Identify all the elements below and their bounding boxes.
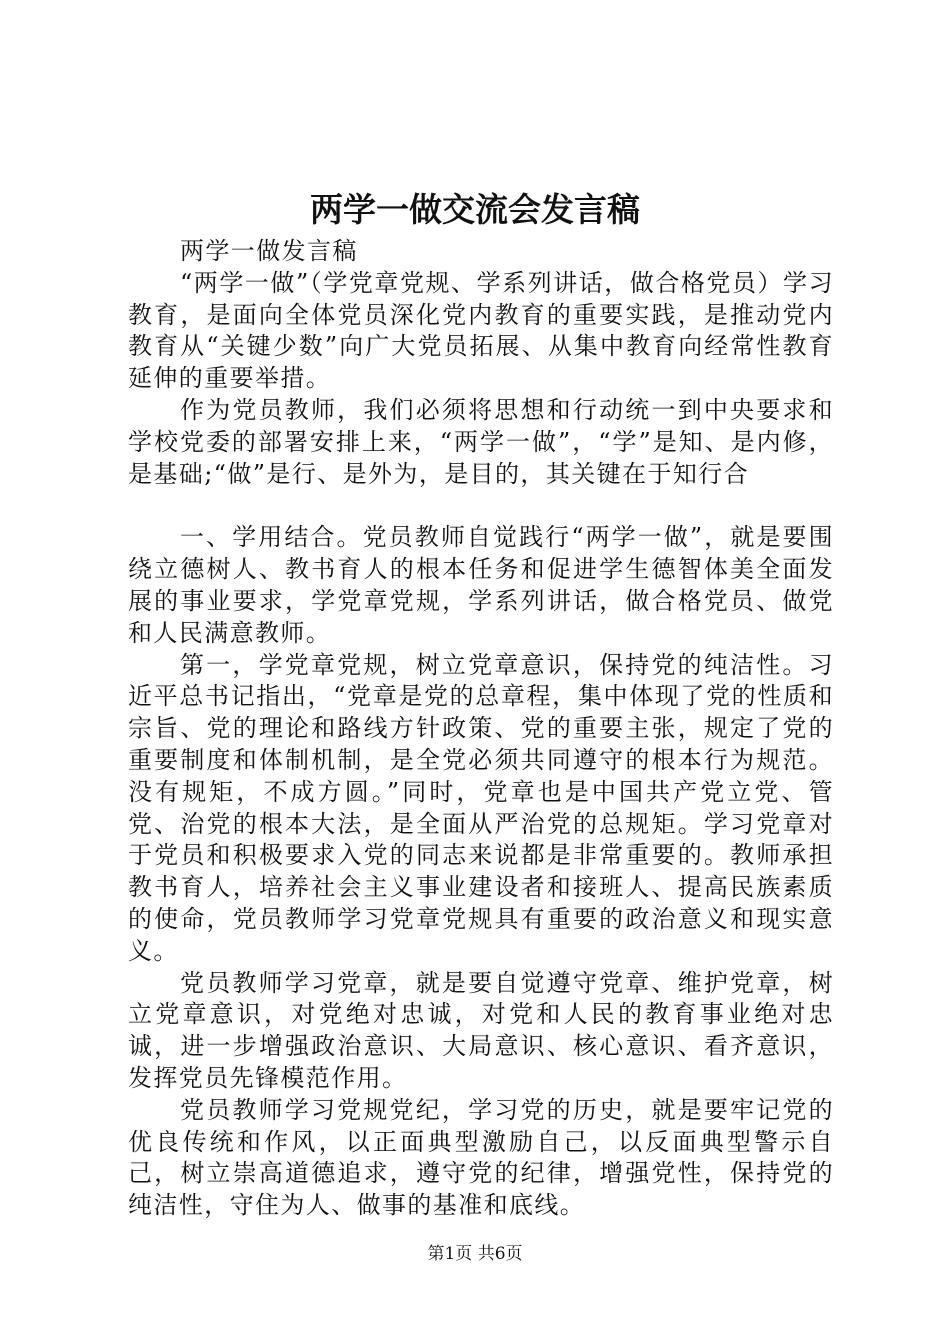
paragraph-section-one: 一、学用结合。党员教师自觉践行“两学一做”，就是要围绕立德树人、教书育人的根本任务和促进学生德智体美全面发展的事业要求，学党章党规，学系列讲话，做合格党员、做党和人民满意教师。	[128, 523, 834, 647]
page-number-footer: 第1页 共6页	[427, 1244, 523, 1264]
paragraph-first-point: 第一，学党章党规，树立党章意识，保持党的纯洁性。习近平总书记指出，“党章是党的总章程，集中体现了党的性质和宗旨、党的理论和路线方针政策、党的重要主张，规定了党的重要制度和体制机制，是全党必须共同遵守的根本行为规范。没有规矩，不成方圆。”同时，党章也是中国共产党立党、管党、治党的根本大法，是全面从严治党的总规矩。学习党章对于党员和积极要求入党的同志来说都是非常重要的。教师承担教书育人，培养社会主义事业建设者和接班人、提高民族素质的使命，党员教师学习党章党规具有重要的政治意义和现实意义。	[128, 650, 834, 965]
paragraph-study-rules: 党员教师学习党规党纪，学习党的历史，就是要牢记党的优良传统和作风，以正面典型激励自己，以反面典型警示自己，树立崇高道德追求，遵守党的纪律，增强党性，保持党的纯洁性，守住为人、做事的基准和底线。	[128, 1095, 834, 1220]
paragraph-intro: “两学一做”（学党章党规、学系列讲话，做合格党员）学习教育，是面向全体党员深化党内教育的重要实践，是推动党内教育从“关键少数”向广大党员拓展、从集中教育向经常性教育延伸的重要举措。	[128, 268, 834, 393]
paragraph-teacher-role: 作为党员教师，我们必须将思想和行动统一到中央要求和学校党委的部署安排上来，“两学一做”，“学”是知、是内修，是基础;“做”是行、是外为，是目的，其关键在于知行合	[128, 395, 834, 488]
paragraph-study-charter: 党员教师学习党章，就是要自觉遵守党章、维护党章，树立党章意识，对党绝对忠诚，对党和人民的教育事业绝对忠诚，进一步增强政治意识、大局意识、核心意识、看齐意识，发挥党员先锋模范作用。	[128, 968, 834, 1092]
paragraph-subtitle: 两学一做发言稿	[180, 237, 358, 265]
document-body	[128, 236, 834, 1222]
document-title: 两学一做交流会发言稿	[310, 190, 640, 229]
